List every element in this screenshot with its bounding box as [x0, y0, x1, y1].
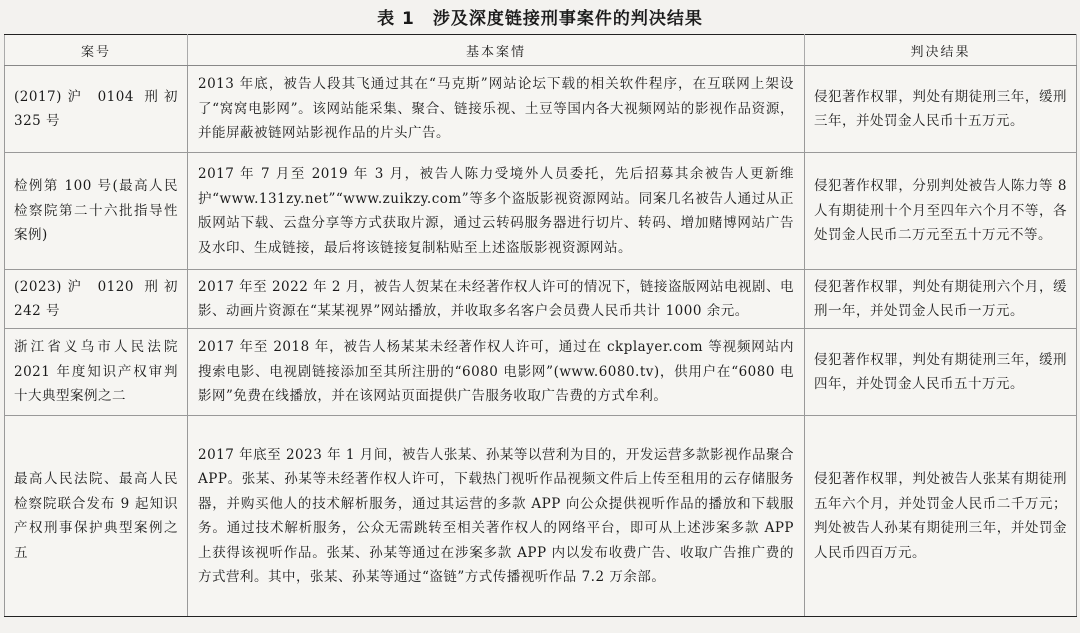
table-row	[5, 66, 1077, 153]
facts-cell: 2017 年至 2018 年，被告人杨某某未经著作权人许可，通过在 ckplayer.com 等视频网站内搜索电影、电视剧链接添加至其所注册的“6080 电影网”(www.6080.tv)，供用户在“6080 电影网”免费在线播放，并在该网站页面提供广告服务收取广告费的方式牟利。	[188, 329, 805, 416]
facts-cell: 2017 年至 2022 年 2 月，被告人贺某在未经著作权人许可的情况下，链接盗版网站电视剧、电影、动画片资源在“某某视界”网站播放，并收取多名客户会员费人民币共计 1000 余元。	[188, 270, 805, 329]
verdict-cell: 侵犯著作权罪，判处有期徒刑六个月，缓刑一年，并处罚金人民币一万元。	[805, 270, 1077, 329]
table-row	[5, 270, 1077, 329]
header-facts: 基本案情	[188, 35, 805, 66]
case-no-cell: 检例第 100 号(最高人民检察院第二十六批指导性案例)	[5, 153, 188, 270]
table-title	[0, 4, 1080, 29]
verdict-cell: 侵犯著作权罪，判处有期徒刑三年，缓刑四年，并处罚金人民币五十万元。	[805, 329, 1077, 416]
table-row	[5, 153, 1077, 270]
verdict-cell: 侵犯著作权罪，判处被告人张某有期徒刑五年六个月，并处罚金人民币二千万元；判处被告人孙某有期徒刑三年，并处罚金人民币四百万元。	[805, 416, 1077, 617]
facts-cell: 2013 年底，被告人段其飞通过其在“马克斯”网站论坛下载的相关软件程序，在互联网上架设了“窝窝电影网”。该网站能采集、聚合、链接乐视、土豆等国内各大视频网站的影视作品资源，并能屏蔽被链网站影视作品的片头广告。	[188, 66, 805, 153]
table-row	[5, 329, 1077, 416]
header-verdict: 判决结果	[805, 35, 1077, 66]
case-no-cell: 最高人民法院、最高人民检察院联合发布 9 起知识产权刑事保护典型案例之五	[5, 416, 188, 617]
table-row	[5, 416, 1077, 617]
table-caption: 涉及深度链接刑事案件的判决结果	[432, 9, 703, 29]
verdict-cell: 侵犯著作权罪，分别判处被告人陈力等 8 人有期徒刑十个月至四年六个月不等，各处罚金人民币二万元至五十万元不等。	[805, 153, 1077, 270]
judgment-table	[4, 34, 1077, 617]
table-number: 表 1	[377, 9, 415, 29]
verdict-cell: 侵犯著作权罪，判处有期徒刑三年，缓刑三年，并处罚金人民币十五万元。	[805, 66, 1077, 153]
case-no-cell: 浙江省义乌市人民法院 2021 年度知识产权审判十大典型案例之二	[5, 329, 188, 416]
facts-cell: 2017 年底至 2023 年 1 月间，被告人张某、孙某等以营利为目的，开发运营多款影视作品聚合 APP。张某、孙某等未经著作权人许可，下载热门视听作品视频文件后上传至租用的云存储服务器，并购买他人的技术解析服务，通过其运营的多款 APP 向公众提供视听作品的播放和下载服务。通过技术解析服务，公众无需跳转至相关著作权人的网络平台，即可从上述涉案多款 APP 上获得该视听作品。张某、孙某等通过在涉案多款 APP 内以发布收费广告、收取广告推广费的方式营利。其中，张某、孙某等通过“盗链”方式传播视听作品 7.2 万余部。	[188, 416, 805, 617]
case-no-cell: (2023)沪 0120 刑初 242 号	[5, 270, 188, 329]
header-row	[5, 35, 1077, 66]
facts-cell: 2017 年 7 月至 2019 年 3 月，被告人陈力受境外人员委托，先后招募其余被告人更新维护“www.131zy.net”“www.zuikzy.com”等多个盗版影视资源网站。同案几名被告人通过从正版网站下载、云盘分享等方式获取片源，通过云转码服务器进行切片、转码、增加赌博网站广告及水印、生成链接，最后将该链接复制粘贴至上述盗版影视资源网站。	[188, 153, 805, 270]
case-no-cell: (2017)沪 0104 刑初 325 号	[5, 66, 188, 153]
header-case-no: 案号	[5, 35, 188, 66]
